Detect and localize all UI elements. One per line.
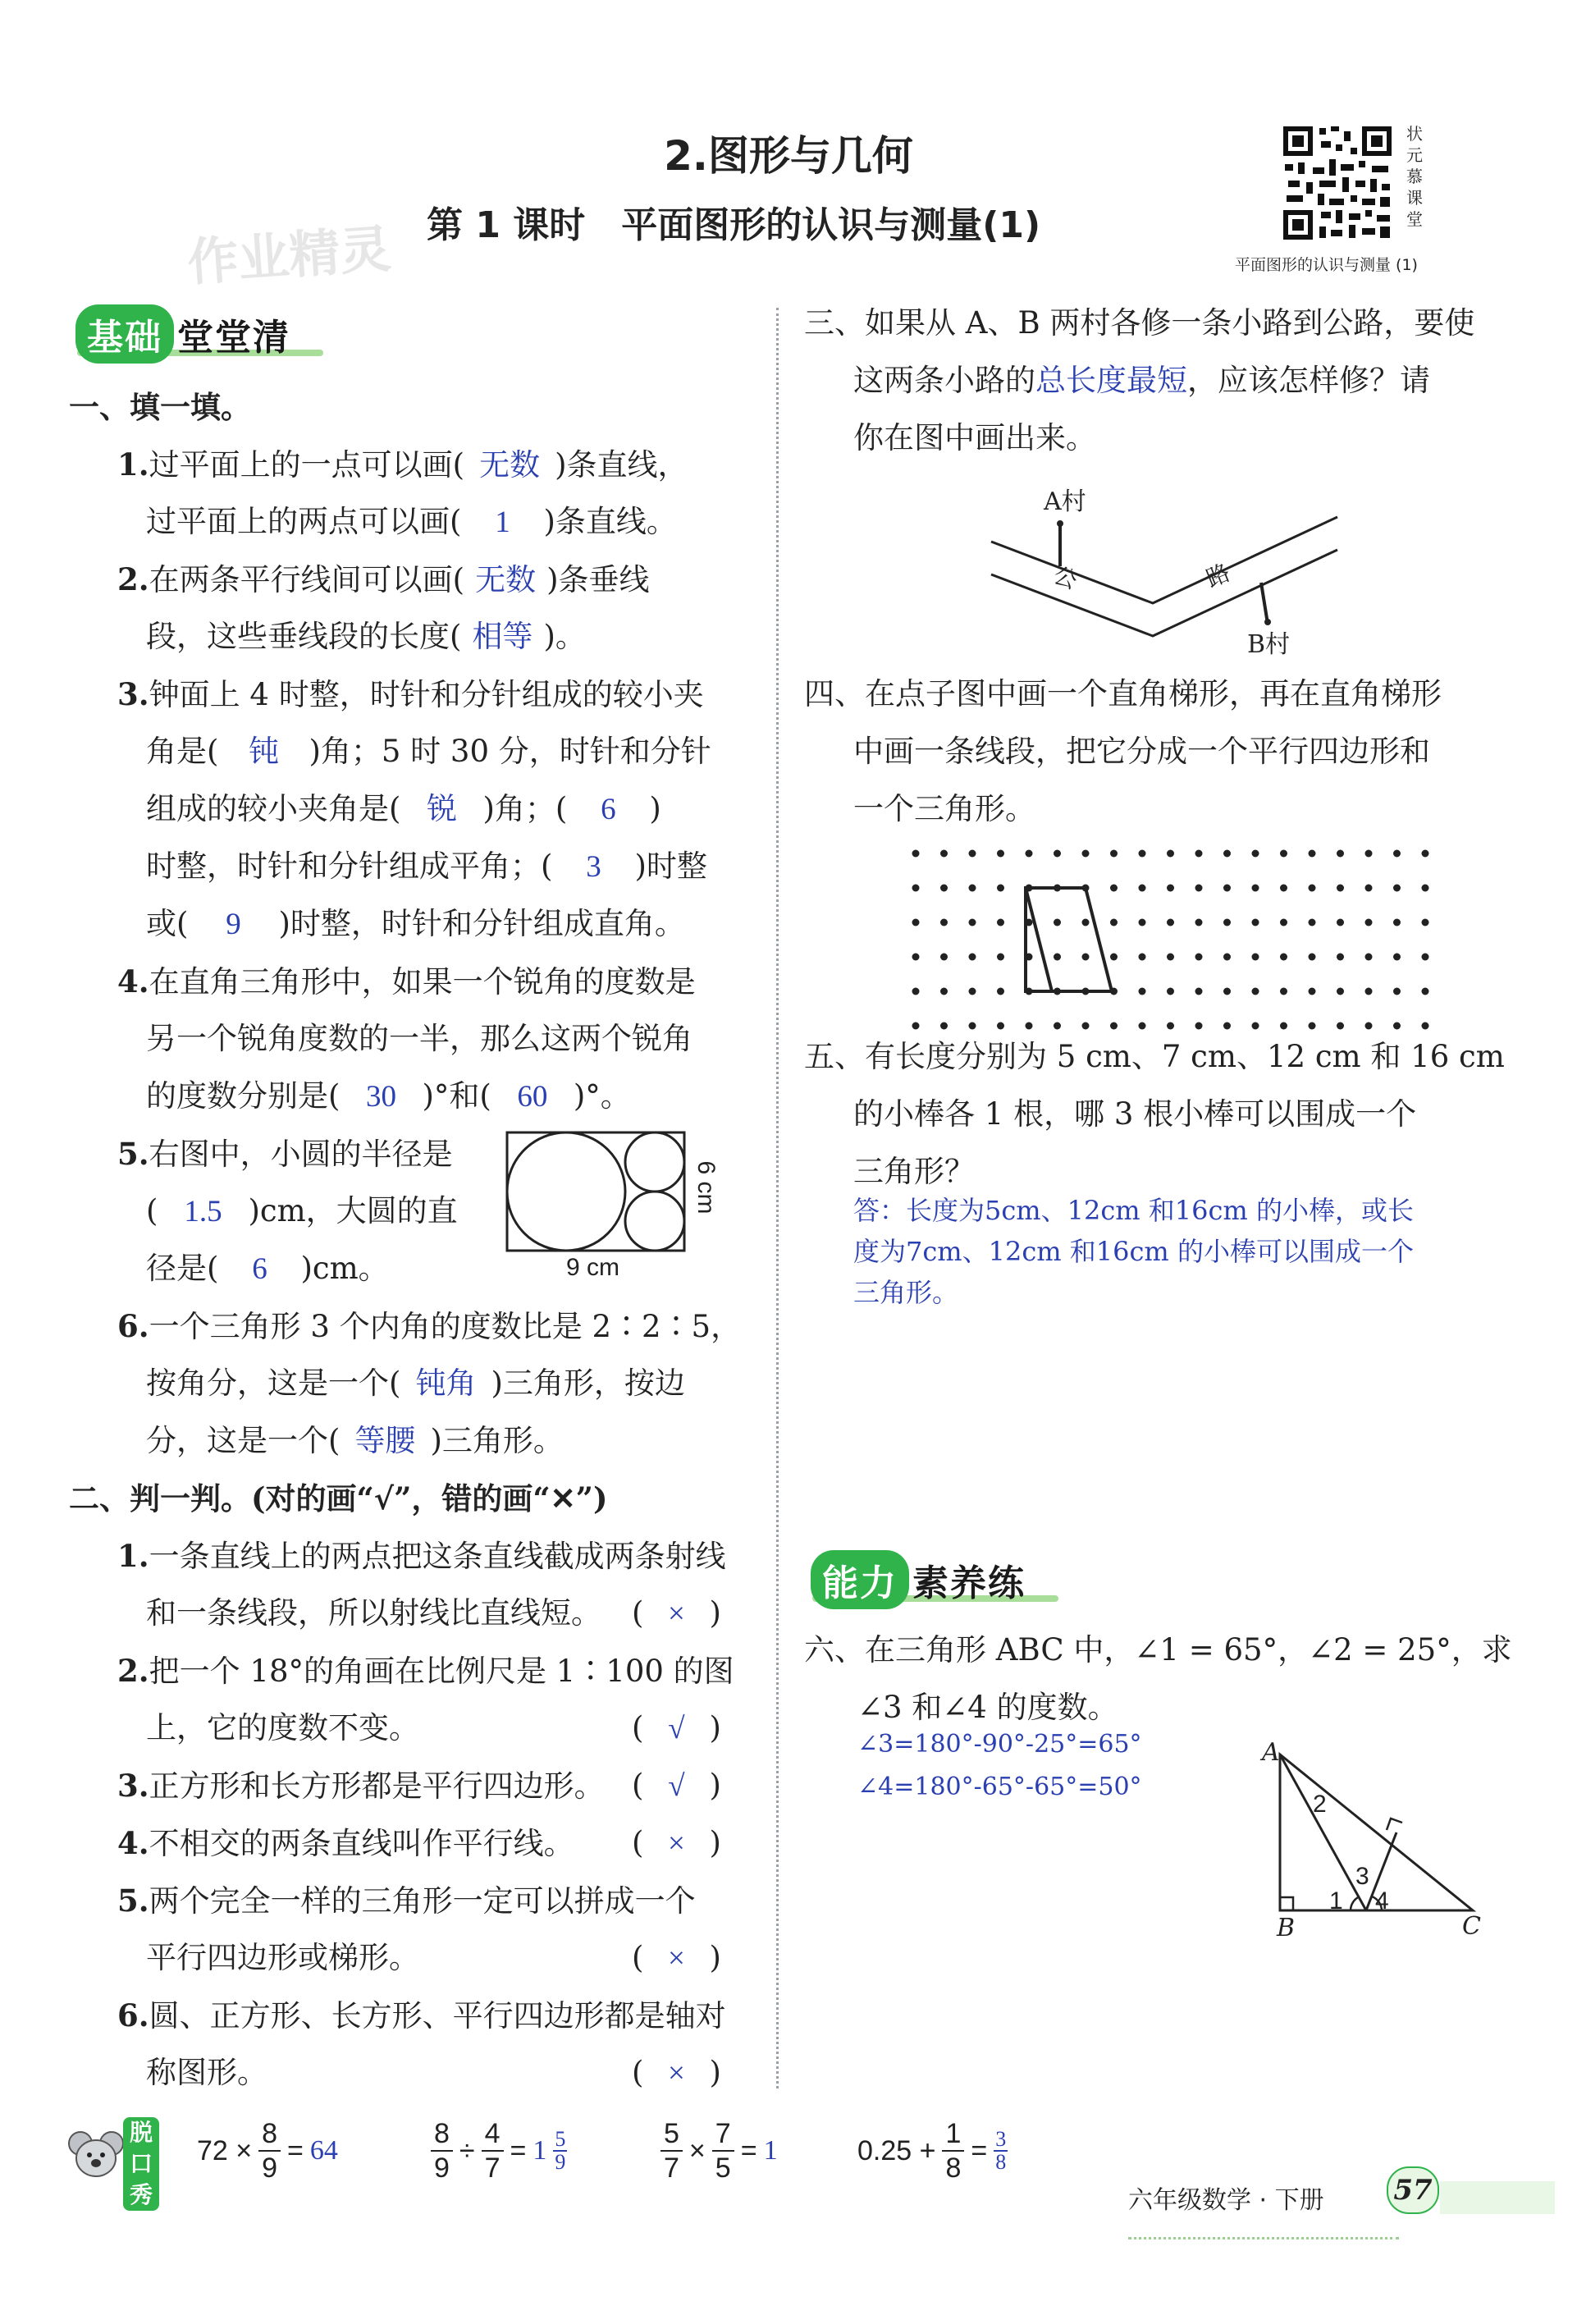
angle-4-label: 4 [1375,1887,1389,1915]
grid-dot [969,850,976,858]
grid-dot [1195,1022,1203,1030]
judge-6-line1: 6.圆、正方形、长方形、平行四边形都是轴对 [117,1997,726,2034]
angle-1-label: 1 [1329,1887,1343,1915]
judge-5-line1: 5.两个完全一样的三角形一定可以拼成一个 [117,1883,696,1919]
grid-dot [1309,954,1316,961]
grid-dot [1139,885,1146,892]
judge-2-line2: 上，它的度数不变。 [146,1710,419,1745]
grid-dot [1054,954,1061,961]
grid-dot [1252,850,1259,858]
grid-dot [1337,1022,1344,1030]
watermark: 作业精灵 [185,218,393,293]
grid-dot [1139,850,1146,858]
grid-dot [1422,919,1429,926]
grid-dot [1422,1022,1429,1030]
grid-dot [969,1022,976,1030]
vertex-c-label: C [1462,1912,1481,1941]
grid-dot [1365,988,1373,995]
q4-line3: 的度数分别是( 30 )°和( 60 )°。 [146,1078,631,1114]
grid-dot [1223,954,1231,961]
part3-line1: 三、如果从 A、B 两村各修一条小路到公路，要使 [804,305,1475,341]
grid-dot [1252,988,1259,995]
grid-dot [1422,954,1429,961]
grid-dot [1252,919,1259,926]
part6-line2: ∠3 和∠4 的度数。 [857,1690,1118,1725]
mental-expr-2: $\frac{8}{9}$ ÷ $\frac{4}{7}$ = 1 5 9 [431,2117,567,2184]
grid-dot [1223,1022,1231,1030]
grid-dot [1365,885,1373,892]
grid-dot [1139,919,1146,926]
grid-dot [1365,1022,1373,1030]
grid-dot [912,988,920,995]
grid-dot [1393,885,1401,892]
grid-dot [1337,885,1344,892]
grid-dot [1337,954,1344,961]
q2-line1: 2.在两条平行线间可以画( 无数 )条垂线 [117,561,650,597]
grid-dot [1026,1022,1033,1030]
section-basic-tag: 基础 [75,304,174,364]
grid-dot [1365,954,1373,961]
mental-math-badge: 脱 口 秀 [123,2117,159,2211]
grid-dot [1393,850,1401,858]
judge-4-line1: 4.不相交的两条直线叫作平行线。 [117,1825,574,1861]
judge-3-line1: 3.正方形和长方形都是平行四边形。 [117,1768,605,1804]
mental-expr-1: 72 × $\frac{8}{9}$ = 64 [197,2118,338,2184]
grid-dot [1110,1022,1118,1030]
grid-dot [997,988,1004,995]
grid-dot [1309,919,1316,926]
section-basic [75,305,290,363]
grid-dot [940,919,948,926]
grid-dot [1223,988,1231,995]
q5-line2: ( 1.5 )cm，大圆的直 [146,1193,458,1228]
chapter-title: 2.图形与几何 [664,132,913,180]
grid-dot [997,885,1004,892]
part3-line3: 你在图中画出来。 [853,420,1096,455]
grid-dot [1422,988,1429,995]
mental-expr-3: $\frac{5}{7}$ × $\frac{7}{5}$ = 1 [661,2117,778,2184]
grid-dot [1110,919,1118,926]
grid-dot [1082,919,1090,926]
vertex-b-label: B [1277,1914,1296,1942]
road-label-1: 公 [1049,561,1081,595]
grid-dot [1393,1022,1401,1030]
grid-dot [912,850,920,858]
grid-dot [969,919,976,926]
book-label: 六年级数学 · 下册 [1128,2186,1324,2215]
q3-line4: 时整，时针和分针组成平角；( 3 )时整 [146,849,707,884]
grid-dot [1054,1022,1061,1030]
grid-dot [1280,954,1287,961]
qr-side-label: 状 元 慕 课 堂 [1406,124,1423,229]
grid-dot [1422,885,1429,892]
vertex-a-label: A [1262,1738,1280,1767]
grid-dot [940,850,948,858]
grid-dot [1223,919,1231,926]
grid-dot [997,850,1004,858]
judge-5-answer: ( × ) [632,1940,721,1975]
grid-dot [1252,885,1259,892]
grid-dot [997,954,1004,961]
grid-dot [969,988,976,995]
section-ability [811,1551,1026,1608]
grid-dot [997,1022,1004,1030]
grid-dot [1422,850,1429,858]
grid-dot [1139,988,1146,995]
page-number: 57 [1387,2166,1439,2214]
grid-dot [1167,954,1174,961]
section-basic-title: 堂堂清 [177,317,290,359]
grid-dot [1110,885,1118,892]
part4-line2: 中画一条线段，把它分成一个平行四边形和 [853,734,1430,769]
grid-dot [1167,850,1174,858]
road-figure [985,468,1346,673]
grid-dot [1393,954,1401,961]
grid-dot [940,1022,948,1030]
qr-caption: 平面图形的认识与测量 (1) [1235,256,1418,274]
grid-dot [1082,954,1090,961]
dot-grid[interactable] [903,845,1444,1034]
grid-dot [1365,919,1373,926]
grid-dot [1026,850,1033,858]
part5-line3: 三角形？ [853,1154,975,1189]
grid-dot [940,988,948,995]
figure-height-label: 6 cm [693,1160,720,1215]
part4-line1: 四、在点子图中画一个直角梯形，再在直角梯形 [804,676,1442,711]
grid-dot [912,919,920,926]
q5-line3: 径是( 6 )cm。 [146,1251,389,1286]
grid-dot [1195,954,1203,961]
grid-dot [1280,885,1287,892]
q1-line2: 过平面上的两点可以画( 1 )条直线。 [146,504,677,539]
grid-dot [1110,850,1118,858]
grid-dot [1167,919,1174,926]
q6-line1: 6.一个三角形 3 个内角的度数比是 2∶2∶5， [117,1308,742,1344]
grid-dot [1280,988,1287,995]
grid-dot [1252,954,1259,961]
lesson-title: 第 1 课时 平面图形的认识与测量(1) [427,204,1041,246]
judge-6-line2: 称图形。 [146,2055,267,2090]
grid-dot [1252,1022,1259,1030]
part5-line2: 的小棒各 1 根，哪 3 根小棒可以围成一个 [853,1096,1417,1132]
grid-dot [1054,919,1061,926]
grid-dot [1223,885,1231,892]
q2-line2: 段，这些垂线段的长度( 相等 )。 [146,619,586,654]
qr-code[interactable] [1280,123,1395,243]
angle-3-label: 3 [1355,1863,1369,1890]
grid-dot [1393,919,1401,926]
grid-dot [969,885,976,892]
grid-dot [1280,1022,1287,1030]
part1-title: 一、填一填。 [69,389,251,425]
village-b-label: B村 [1247,630,1291,659]
grid-dot [1195,885,1203,892]
grid-dot [1054,850,1061,858]
village-a-label: A村 [1044,487,1086,516]
grid-dot [912,1022,920,1030]
grid-dot [1167,988,1174,995]
grid-dot [940,954,948,961]
q3-line5: 或( 9 )时整，时针和分针组成直角。 [146,906,685,941]
grid-dot [1139,954,1146,961]
part5-line1: 五、有长度分别为 5 cm、7 cm、12 cm 和 16 cm [804,1039,1505,1074]
q3-line3: 组成的较小夹角是( 锐 )角；( 6 ) [146,791,661,826]
road-label-2: 路 [1202,558,1234,592]
q1-line1: 1.过平面上的一点可以画( 无数 )条直线， [117,446,688,483]
q4-line1: 4.在直角三角形中，如果一个锐角的度数是 [117,963,696,1000]
q6-line2: 按角分，这是一个( 钝角 )三角形，按边 [146,1366,685,1401]
grid-dot [1309,1022,1316,1030]
q3-line1: 3.钟面上 4 时整，时针和分针组成的较小夹 [117,676,704,712]
grid-dot [1393,988,1401,995]
grid-dot [940,885,948,892]
grid-dot [912,885,920,892]
grid-dot [1280,850,1287,858]
koala-icon [67,2125,125,2191]
grid-dot [1309,988,1316,995]
judge-4-answer: ( × ) [632,1825,721,1860]
judge-6-answer: ( × ) [632,2055,721,2090]
mental-expr-4: 0.25 + $\frac{1}{8}$ = $\frac{3}{8}$ [857,2118,1007,2184]
grid-dot [1082,850,1090,858]
grid-dot [1223,850,1231,858]
grid-dot [997,919,1004,926]
judge-2-line1: 2.把一个 18°的角画在比例尺是 1∶100 的图 [117,1653,734,1689]
part4-line3: 一个三角形。 [853,791,1035,826]
grid-dot [1082,1022,1090,1030]
section-ability-title: 素养练 [912,1562,1026,1604]
q3-line2: 角是( 钝 )角；5 时 30 分，时针和分针 [146,734,711,769]
q5-line1: 5.右图中，小圆的半径是 [117,1136,453,1172]
part6-line1: 六、在三角形 ABC 中，∠1 = 65°，∠2 = 25°，求 [804,1632,1512,1668]
grid-dot [1167,885,1174,892]
part3-line2: 这两条小路的总长度最短，应该怎样修？请 [853,363,1430,398]
grid-dot [1337,988,1344,995]
judge-3-answer: ( √ ) [632,1768,721,1803]
grid-dot [1195,919,1203,926]
grid-dot [1195,850,1203,858]
grid-dot [1139,1022,1146,1030]
figure-width-label: 9 cm [566,1254,620,1281]
judge-2-answer: ( √ ) [632,1710,721,1745]
judge-1-line1: 1.一条直线上的两点把这条直线截成两条射线 [117,1538,726,1574]
judge-1-line2: 和一条线段，所以射线比直线短。 [146,1595,601,1631]
grid-dot [1309,850,1316,858]
part5-answer: 答：长度为5cm、12cm 和16cm 的小棒，或长 度为7cm、12cm 和16cm 的小棒可以围成一个 三角形。 [853,1195,1414,1308]
grid-dot [912,954,920,961]
angle-2-label: 2 [1313,1791,1327,1818]
part6-answer: ∠3=180°-90°-25°=65° ∠4=180°-65°-65°=50° [857,1730,1142,1801]
grid-dot [1365,850,1373,858]
q4-line2: 另一个锐角度数的一半，那么这两个锐角 [146,1021,693,1056]
grid-dot [1337,919,1344,926]
grid-dot [1167,1022,1174,1030]
grid-dot [1280,919,1287,926]
judge-1-answer: ( × ) [632,1595,721,1631]
footer-dotted-line [1128,2237,1399,2239]
q6-line3: 分，这是一个( 等腰 )三角形。 [146,1423,564,1458]
grid-dot [969,954,976,961]
grid-dot [1309,885,1316,892]
part2-title: 二、判一判。(对的画“√”，错的画“✕”) [69,1480,608,1517]
column-divider [776,308,779,2088]
judge-5-line2: 平行四边形或梯形。 [146,1940,419,1975]
section-ability-tag: 能力 [811,1550,909,1609]
grid-dot [1110,954,1118,961]
footer-tab [1440,2181,1555,2214]
grid-dot [1195,988,1203,995]
grid-dot [1337,850,1344,858]
